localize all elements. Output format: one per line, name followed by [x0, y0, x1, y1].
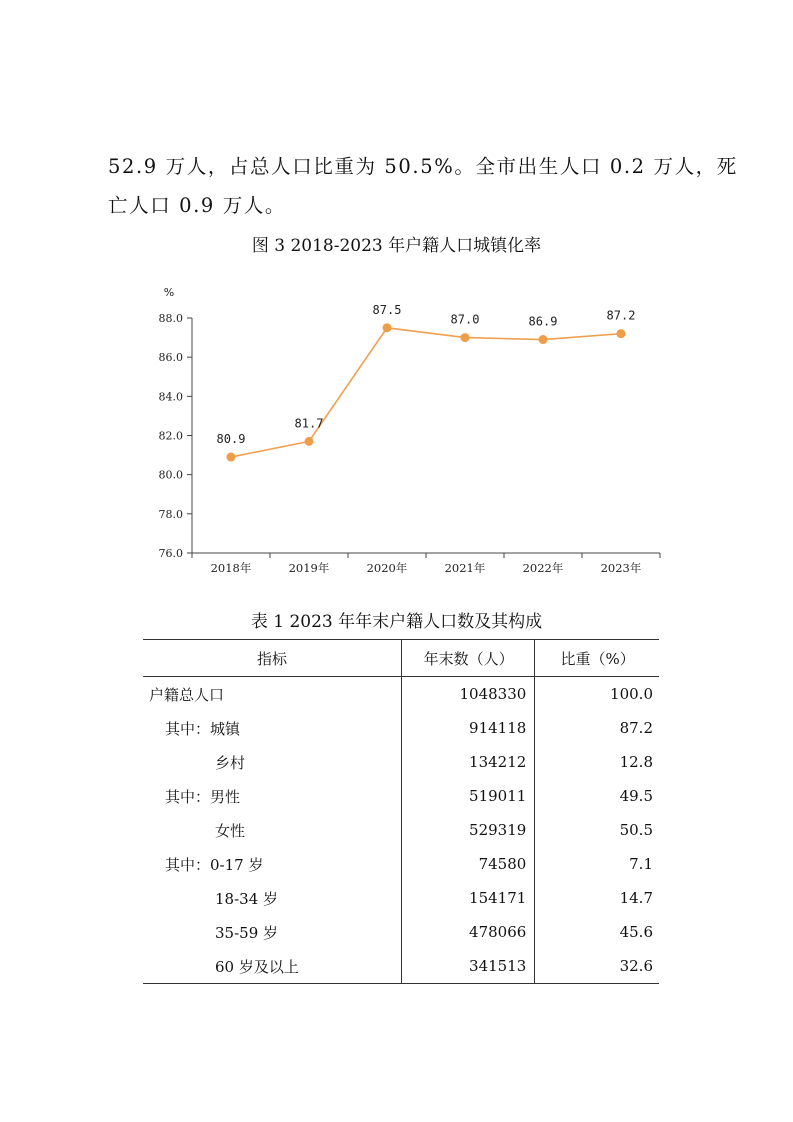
data-point — [227, 453, 236, 462]
y-tick-label: 86.0 — [158, 351, 183, 365]
paragraph-line-1: 52.9 万人，占总人口比重为 50.5%。全市出生人口 0.2 万人，死 — [108, 155, 738, 178]
table-row — [143, 847, 659, 881]
table-row — [143, 745, 659, 779]
data-label: 81.7 — [294, 416, 324, 431]
data-point — [539, 335, 548, 344]
data-label: 87.2 — [606, 308, 636, 323]
table-row — [143, 915, 659, 949]
row-label: 60 岁及以上 — [143, 949, 401, 984]
row-share: 14.7 — [535, 881, 659, 915]
table-row — [143, 711, 659, 745]
row-share: 50.5 — [535, 813, 659, 847]
data-label: 87.0 — [450, 312, 480, 327]
row-label: 35-59 岁 — [215, 923, 279, 942]
population-table — [143, 639, 659, 984]
table-row — [143, 813, 659, 847]
row-label: 18-34 岁 — [215, 889, 279, 908]
y-tick-label: 88.0 — [158, 312, 183, 325]
row-count: 478066 — [401, 915, 534, 949]
row-label: 户籍总人口 — [149, 685, 225, 704]
x-tick-label: 2019年 — [288, 561, 330, 575]
row-share: 12.8 — [535, 745, 659, 779]
row-share: 32.6 — [535, 949, 659, 984]
data-label: 86.9 — [528, 314, 558, 329]
data-point — [383, 323, 392, 332]
data-label: 80.9 — [216, 432, 246, 447]
x-tick-label: 2023年 — [600, 561, 642, 575]
row-label: 乡村 — [215, 753, 246, 772]
y-tick-label: 76.0 — [158, 547, 183, 560]
figure-caption: 图 3 2018-2023 年户籍人口城镇化率 — [251, 236, 542, 256]
row-share: 7.1 — [535, 847, 659, 881]
row-share: 45.6 — [535, 915, 659, 949]
table-row — [143, 779, 659, 813]
y-tick-label: 80.0 — [158, 468, 183, 482]
table-caption: 表 1 2023 年年末户籍人口数及其构成 — [250, 612, 543, 632]
urbanization-line-chart — [140, 278, 680, 583]
table-row — [143, 881, 659, 915]
row-label: 女性 — [215, 821, 246, 840]
series-line — [231, 328, 621, 457]
row-share: 87.2 — [535, 711, 659, 745]
row-count: 914118 — [401, 711, 534, 745]
x-tick-label: 2022年 — [522, 561, 564, 575]
header-count: 年末数（人） — [401, 640, 534, 677]
header-indicator: 指标 — [143, 640, 401, 677]
paragraph-line-2: 亡人口 0.9 万人。 — [108, 194, 287, 217]
row-count: 341513 — [401, 949, 534, 984]
x-tick-label: 2018年 — [210, 561, 252, 575]
row-label: 其中：城镇 — [165, 719, 241, 738]
data-point — [617, 329, 626, 338]
y-tick-label: 82.0 — [158, 429, 183, 443]
y-axis-unit-label: % — [163, 286, 175, 299]
data-point — [305, 437, 314, 446]
data-point — [461, 333, 470, 342]
y-tick-label: 78.0 — [158, 507, 183, 521]
data-label: 87.5 — [372, 302, 402, 317]
row-count: 74580 — [401, 847, 534, 881]
header-share: 比重（%） — [535, 640, 659, 677]
x-tick-label: 2020年 — [366, 561, 408, 575]
row-label: 其中：男性 — [165, 787, 241, 806]
row-share: 49.5 — [535, 779, 659, 813]
row-count: 519011 — [401, 779, 534, 813]
row-count: 1048330 — [401, 677, 534, 712]
row-share: 100.0 — [535, 677, 659, 712]
table-header-row — [143, 640, 659, 677]
y-tick-label: 84.0 — [158, 390, 183, 404]
row-count: 134212 — [401, 745, 534, 779]
table-row — [143, 949, 659, 984]
row-label: 其中：0-17 岁 — [165, 855, 264, 874]
x-tick-label: 2021年 — [444, 561, 486, 575]
table-row — [143, 677, 659, 712]
row-count: 529319 — [401, 813, 534, 847]
row-count: 154171 — [401, 881, 534, 915]
